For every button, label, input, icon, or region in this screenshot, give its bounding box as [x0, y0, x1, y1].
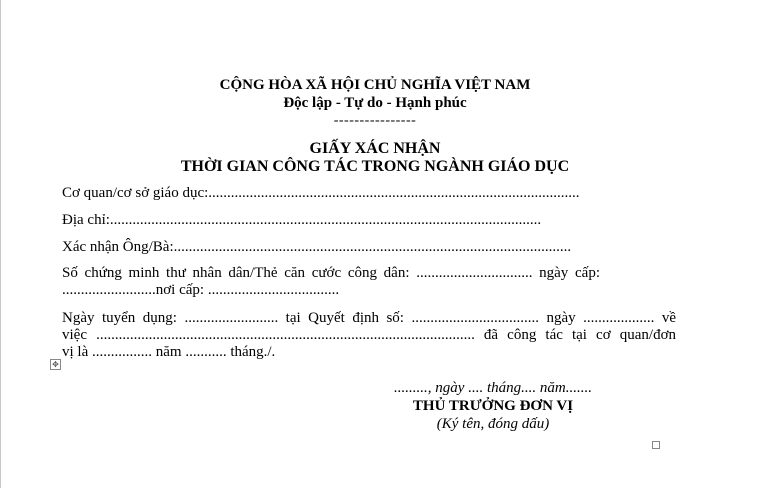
field-id-line-1: Số chứng minh thư nhân dân/Thẻ căn cước công dân: ............................... ngày cấp:	[62, 265, 600, 281]
document-title: GIẤY XÁC NHẬN	[309, 140, 441, 157]
field-agency: Cơ quan/cơ sở giáo dục:...................................................................................................	[62, 185, 580, 201]
page-edge	[0, 0, 1, 488]
field-confirm-person: Xác nhận Ông/Bà:..........................................................................................................	[62, 239, 572, 255]
motto-heading: Độc lập - Tự do - Hạnh phúc	[283, 95, 467, 111]
signature-date-line: ........., ngày .... tháng.... năm.......	[394, 380, 592, 396]
field-hire-line-2: việc ..................................................................................................... đã công tác tại cơ quan/đơn	[62, 327, 676, 343]
field-hire-line-3: vị là ................ năm ........... tháng./.	[62, 344, 276, 360]
nation-heading: CỘNG HÒA XÃ HỘI CHỦ NGHĨA VIỆT NAM	[219, 77, 531, 93]
move-handle-icon[interactable]: ✥	[50, 359, 61, 370]
signature-note: (Ký tên, đóng dấu)	[436, 416, 550, 432]
cell-end-mark-icon	[652, 441, 660, 449]
header-separator: ----------------	[333, 113, 417, 128]
field-id-line-2: .........................nơi cấp: ...................................	[62, 282, 340, 298]
field-hire-line-1: Ngày tuyển dụng: ......................... tại Quyết định số: .................................. ngày ................... về	[62, 310, 676, 326]
field-hire-paragraph	[62, 310, 676, 361]
signature-role: THỦ TRƯỞNG ĐƠN VỊ	[412, 398, 574, 414]
field-id-paragraph	[62, 265, 676, 299]
field-address: Địa chỉ:...................................................................................................................	[62, 212, 542, 228]
document-subtitle: THỜI GIAN CÔNG TÁC TRONG NGÀNH GIÁO DỤC	[180, 158, 570, 175]
